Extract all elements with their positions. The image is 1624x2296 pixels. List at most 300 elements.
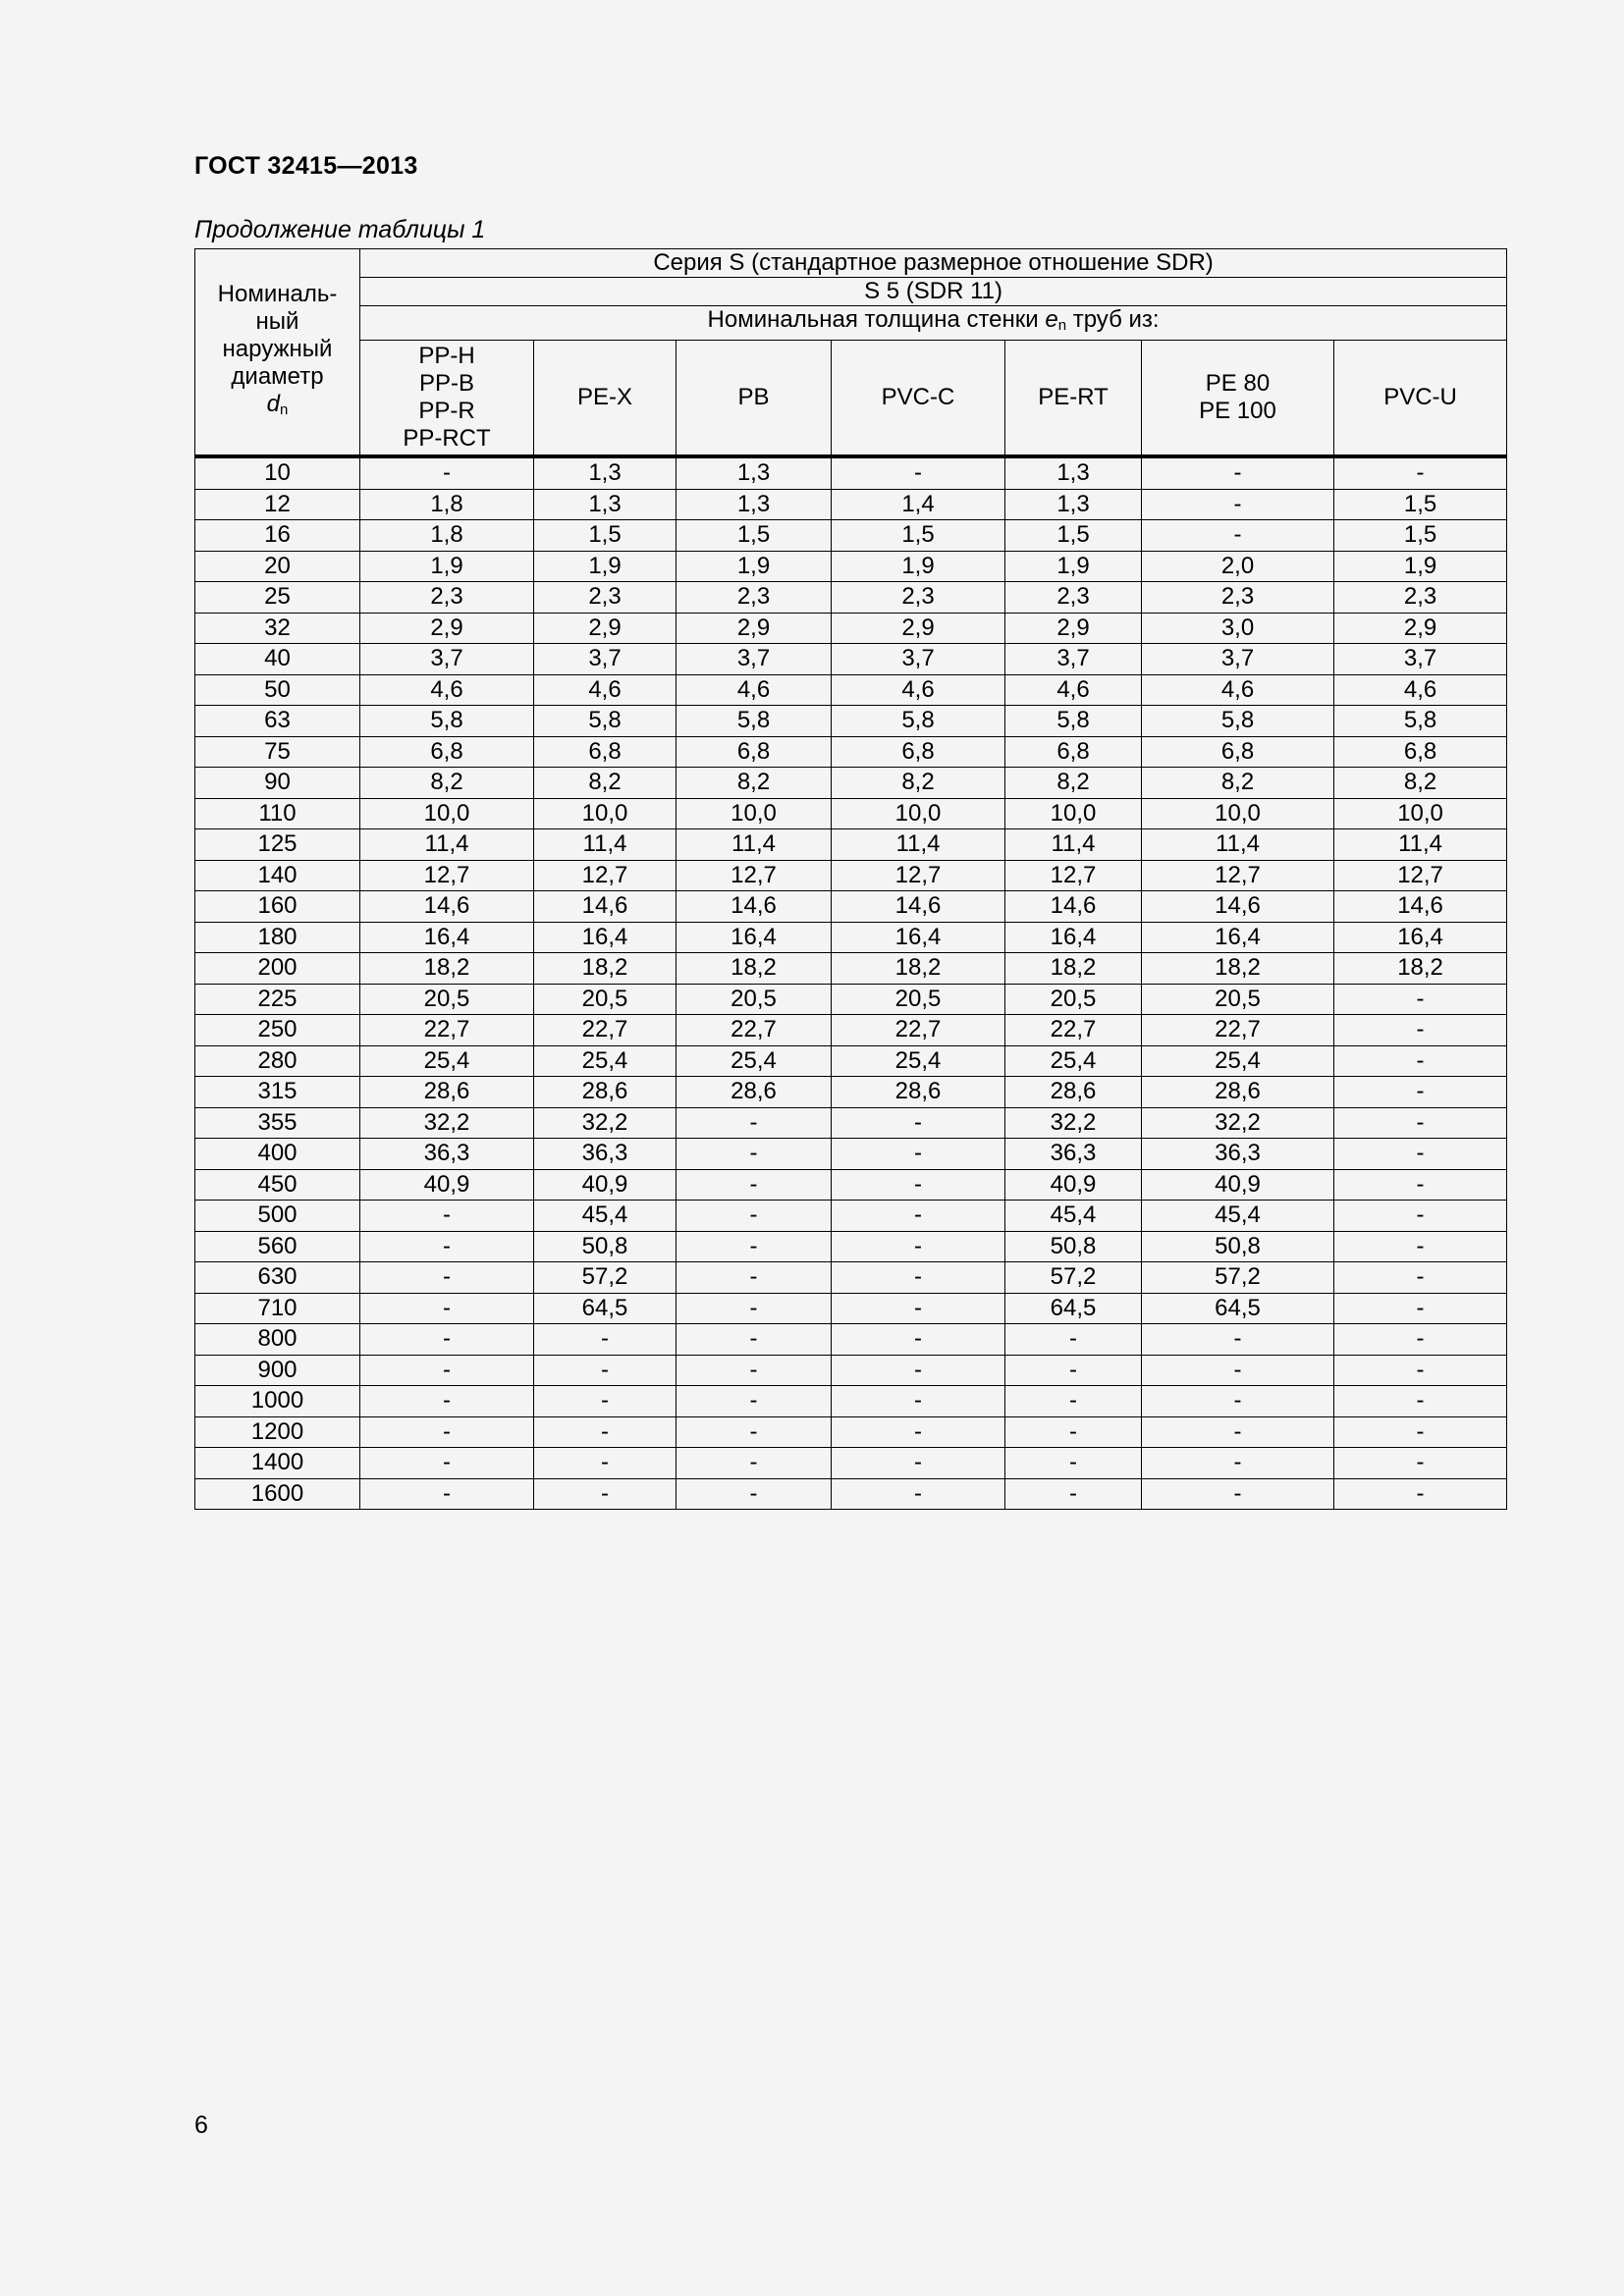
thickness-cell: 1,3	[677, 456, 832, 489]
thickness-cell: -	[1005, 1324, 1142, 1356]
thickness-cell: 22,7	[677, 1015, 832, 1046]
thickness-cell: 20,5	[1142, 984, 1334, 1015]
thickness-cell: 1,3	[1005, 456, 1142, 489]
thickness-cell: 11,4	[1005, 829, 1142, 861]
thickness-cell: 14,6	[832, 891, 1005, 923]
material-label: PE 100	[1199, 398, 1276, 424]
thickness-cell: 28,6	[534, 1077, 677, 1108]
material-label: PP-R	[418, 398, 475, 424]
thickness-cell: 18,2	[360, 953, 534, 985]
thickness-cell: 4,6	[677, 674, 832, 706]
diameter-header	[195, 249, 360, 457]
table-row	[195, 674, 1507, 706]
thickness-cell: 6,8	[1142, 736, 1334, 768]
thickness-cell: 45,4	[1005, 1201, 1142, 1232]
thickness-cell: 1,3	[534, 456, 677, 489]
thickness-cell: 1,9	[832, 551, 1005, 582]
thickness-cell: 1,5	[677, 520, 832, 552]
thickness-cell: -	[534, 1416, 677, 1448]
thickness-cell: -	[1334, 1262, 1507, 1294]
table-row	[195, 922, 1507, 953]
thickness-cell: 6,8	[1334, 736, 1507, 768]
material-label: PE-RT	[1038, 384, 1109, 410]
thickness-cell: -	[832, 1416, 1005, 1448]
thickness-cell: 8,2	[677, 768, 832, 799]
thickness-cell: -	[1334, 456, 1507, 489]
thickness-cell: 16,4	[534, 922, 677, 953]
thickness-cell: 2,3	[1005, 582, 1142, 614]
thickness-cell: 12,7	[534, 860, 677, 891]
thickness-cell: -	[1334, 1324, 1507, 1356]
thickness-cell: -	[1334, 1293, 1507, 1324]
thickness-cell: 20,5	[534, 984, 677, 1015]
thickness-cell: -	[1142, 1324, 1334, 1356]
thickness-cell: 1,5	[1005, 520, 1142, 552]
thickness-cell: 18,2	[1005, 953, 1142, 985]
thickness-cell: -	[677, 1231, 832, 1262]
thickness-cell: 2,3	[534, 582, 677, 614]
thickness-cell: 1,3	[1005, 489, 1142, 520]
diameter-cell: 1600	[195, 1478, 360, 1510]
material-label: PB	[737, 384, 770, 410]
thickness-cell: 2,3	[1142, 582, 1334, 614]
table-row	[195, 798, 1507, 829]
thickness-cell: -	[677, 1201, 832, 1232]
thickness-cell: 14,6	[534, 891, 677, 923]
thickness-cell: -	[677, 1324, 832, 1356]
material-label: PP-H	[418, 343, 475, 369]
thickness-cell: 2,9	[1334, 613, 1507, 644]
thickness-cell: 14,6	[1142, 891, 1334, 923]
thickness-cell: -	[677, 1169, 832, 1201]
diameter-cell: 90	[195, 768, 360, 799]
thickness-cell: -	[1005, 1416, 1142, 1448]
table-row	[195, 582, 1507, 614]
thickness-cell: 12,7	[832, 860, 1005, 891]
table-row	[195, 489, 1507, 520]
thickness-cell: -	[1142, 1355, 1334, 1386]
diameter-cell: 560	[195, 1231, 360, 1262]
thickness-cell: 1,9	[534, 551, 677, 582]
diameter-cell: 355	[195, 1107, 360, 1139]
thickness-cell: -	[534, 1355, 677, 1386]
table-row	[195, 1355, 1507, 1386]
thickness-cell: 18,2	[1334, 953, 1507, 985]
thickness-cell: 32,2	[534, 1107, 677, 1139]
thickness-cell: 10,0	[1005, 798, 1142, 829]
thickness-cell: -	[1334, 1201, 1507, 1232]
thickness-cell: 3,7	[1142, 644, 1334, 675]
table-row	[195, 520, 1507, 552]
thickness-cell: 14,6	[1334, 891, 1507, 923]
table-row	[195, 1139, 1507, 1170]
diameter-cell: 280	[195, 1045, 360, 1077]
thickness-cell: 6,8	[677, 736, 832, 768]
diameter-cell: 40	[195, 644, 360, 675]
thickness-cell: 2,3	[360, 582, 534, 614]
material-label: PP-B	[418, 370, 474, 397]
table-row	[195, 1015, 1507, 1046]
thickness-cell: 1,9	[1005, 551, 1142, 582]
thickness-cell: 28,6	[360, 1077, 534, 1108]
thickness-cell: -	[677, 1107, 832, 1139]
thickness-cell: 8,2	[1334, 768, 1507, 799]
table-row	[195, 1324, 1507, 1356]
thickness-cell: -	[1334, 1386, 1507, 1417]
thickness-cell: 40,9	[1142, 1169, 1334, 1201]
thickness-cell: -	[1334, 1015, 1507, 1046]
material-label: PVC-U	[1383, 384, 1457, 410]
thickness-cell: 16,4	[1334, 922, 1507, 953]
material-header	[534, 341, 677, 457]
thickness-cell: 3,0	[1142, 613, 1334, 644]
thickness-cell: -	[1142, 456, 1334, 489]
diameter-cell: 800	[195, 1324, 360, 1356]
thickness-cell: 4,6	[1005, 674, 1142, 706]
thickness-cell: -	[677, 1355, 832, 1386]
thickness-cell: -	[1334, 1169, 1507, 1201]
thickness-cell: -	[1142, 1416, 1334, 1448]
thickness-cell: -	[360, 1355, 534, 1386]
series-header: Серия S (стандартное размерное отношение SDR)	[360, 249, 1507, 278]
thickness-cell: 3,7	[1005, 644, 1142, 675]
table-row	[195, 1262, 1507, 1294]
diameter-cell: 63	[195, 706, 360, 737]
diameter-cell: 200	[195, 953, 360, 985]
diameter-header-line3: наружный	[222, 335, 333, 362]
thickness-cell: -	[832, 1231, 1005, 1262]
thickness-cell: 2,9	[1005, 613, 1142, 644]
thickness-cell: 50,8	[1005, 1231, 1142, 1262]
thickness-cell: -	[1142, 1386, 1334, 1417]
thickness-cell: -	[1334, 1045, 1507, 1077]
thickness-cell: 25,4	[1142, 1045, 1334, 1077]
thickness-cell: -	[1334, 1231, 1507, 1262]
table-row	[195, 1231, 1507, 1262]
thickness-cell: 10,0	[1334, 798, 1507, 829]
diameter-cell: 500	[195, 1201, 360, 1232]
thickness-cell: 16,4	[360, 922, 534, 953]
thickness-cell: 1,3	[677, 489, 832, 520]
thickness-cell: 20,5	[677, 984, 832, 1015]
thickness-cell: 2,9	[832, 613, 1005, 644]
material-header	[1142, 341, 1334, 457]
diameter-header-line1: Номиналь-	[217, 280, 338, 307]
thickness-cell: 5,8	[677, 706, 832, 737]
thickness-cell: 12,7	[677, 860, 832, 891]
thickness-cell: 5,8	[832, 706, 1005, 737]
thickness-cell: -	[832, 1139, 1005, 1170]
thickness-cell: -	[1334, 984, 1507, 1015]
thickness-cell: -	[1005, 1448, 1142, 1479]
material-header	[360, 341, 534, 457]
diameter-cell: 315	[195, 1077, 360, 1108]
table-row	[195, 1386, 1507, 1417]
thickness-cell: 1,4	[832, 489, 1005, 520]
table-row	[195, 1077, 1507, 1108]
thickness-cell: 28,6	[1005, 1077, 1142, 1108]
thickness-cell: 25,4	[1005, 1045, 1142, 1077]
thickness-cell: 12,7	[360, 860, 534, 891]
thickness-cell: 36,3	[534, 1139, 677, 1170]
diameter-cell: 125	[195, 829, 360, 861]
table-body	[195, 456, 1507, 1510]
diameter-cell: 1000	[195, 1386, 360, 1417]
thickness-cell: 14,6	[677, 891, 832, 923]
diameter-symbol: d	[266, 390, 280, 417]
thickness-cell: -	[677, 1262, 832, 1294]
thickness-header-text: Номинальная толщина стенки	[707, 306, 1046, 333]
thickness-cell: 28,6	[1142, 1077, 1334, 1108]
thickness-cell: 22,7	[1005, 1015, 1142, 1046]
thickness-cell: 20,5	[832, 984, 1005, 1015]
thickness-cell: 16,4	[1142, 922, 1334, 953]
thickness-cell: 40,9	[360, 1169, 534, 1201]
thickness-cell: 14,6	[360, 891, 534, 923]
thickness-cell: -	[832, 1448, 1005, 1479]
diameter-cell: 400	[195, 1139, 360, 1170]
material-header-row	[195, 341, 1507, 457]
thickness-cell: -	[1334, 1416, 1507, 1448]
thickness-cell: 8,2	[360, 768, 534, 799]
thickness-cell: 36,3	[1005, 1139, 1142, 1170]
diameter-cell: 180	[195, 922, 360, 953]
thickness-cell: 1,5	[1334, 520, 1507, 552]
thickness-cell: -	[534, 1448, 677, 1479]
thickness-cell: 25,4	[534, 1045, 677, 1077]
table-row	[195, 551, 1507, 582]
diameter-cell: 630	[195, 1262, 360, 1294]
table-row	[195, 456, 1507, 489]
diameter-cell: 12	[195, 489, 360, 520]
diameter-cell: 1200	[195, 1416, 360, 1448]
thickness-cell: 2,0	[1142, 551, 1334, 582]
thickness-cell: 64,5	[534, 1293, 677, 1324]
thickness-subscript: n	[1057, 317, 1067, 334]
thickness-cell: 11,4	[832, 829, 1005, 861]
material-header	[677, 341, 832, 457]
diameter-cell: 32	[195, 613, 360, 644]
diameter-header-line2: ный	[255, 307, 299, 335]
material-label: PVC-C	[881, 384, 955, 410]
thickness-cell: -	[1334, 1448, 1507, 1479]
thickness-cell: 4,6	[360, 674, 534, 706]
diameter-header-line4: диаметр	[231, 362, 324, 390]
thickness-cell: 20,5	[1005, 984, 1142, 1015]
thickness-symbol: e	[1045, 306, 1058, 333]
table-row	[195, 891, 1507, 923]
thickness-cell: 18,2	[1142, 953, 1334, 985]
thickness-cell: 2,3	[1334, 582, 1507, 614]
table-row	[195, 1201, 1507, 1232]
diameter-cell: 16	[195, 520, 360, 552]
thickness-cell: -	[360, 1478, 534, 1510]
thickness-cell: 4,6	[832, 674, 1005, 706]
thickness-cell: 2,3	[677, 582, 832, 614]
thickness-cell: 10,0	[1142, 798, 1334, 829]
table-row	[195, 1169, 1507, 1201]
thickness-cell: -	[832, 456, 1005, 489]
diameter-cell: 20	[195, 551, 360, 582]
thickness-cell: 8,2	[1005, 768, 1142, 799]
thickness-cell: 3,7	[1334, 644, 1507, 675]
thickness-cell: 32,2	[1005, 1107, 1142, 1139]
thickness-cell: 11,4	[1334, 829, 1507, 861]
thickness-cell: 28,6	[832, 1077, 1005, 1108]
thickness-cell: 16,4	[1005, 922, 1142, 953]
diameter-cell: 140	[195, 860, 360, 891]
thickness-cell: 11,4	[1142, 829, 1334, 861]
material-header	[832, 341, 1005, 457]
thickness-cell: 18,2	[832, 953, 1005, 985]
thickness-cell: 18,2	[677, 953, 832, 985]
table-row	[195, 1107, 1507, 1139]
thickness-cell: 50,8	[534, 1231, 677, 1262]
thickness-cell: 45,4	[1142, 1201, 1334, 1232]
material-label: PE-X	[576, 384, 632, 410]
thickness-cell: 3,7	[360, 644, 534, 675]
thickness-cell: 45,4	[534, 1201, 677, 1232]
diameter-cell: 250	[195, 1015, 360, 1046]
thickness-cell: 1,9	[677, 551, 832, 582]
thickness-cell: 8,2	[1142, 768, 1334, 799]
thickness-cell: 1,5	[534, 520, 677, 552]
thickness-cell: -	[1334, 1077, 1507, 1108]
diameter-cell: 110	[195, 798, 360, 829]
thickness-cell: 32,2	[360, 1107, 534, 1139]
thickness-cell: 2,9	[360, 613, 534, 644]
thickness-cell: 16,4	[677, 922, 832, 953]
diameter-cell: 900	[195, 1355, 360, 1386]
thickness-cell: 57,2	[534, 1262, 677, 1294]
thickness-cell: -	[1142, 489, 1334, 520]
thickness-cell: -	[1005, 1386, 1142, 1417]
thickness-cell: 40,9	[1005, 1169, 1142, 1201]
thickness-cell: 8,2	[832, 768, 1005, 799]
thickness-cell: -	[832, 1201, 1005, 1232]
thickness-cell: 32,2	[1142, 1107, 1334, 1139]
document-code: ГОСТ 32415—2013	[194, 152, 418, 180]
thickness-cell: -	[677, 1416, 832, 1448]
thickness-cell: 36,3	[1142, 1139, 1334, 1170]
thickness-cell: -	[1334, 1478, 1507, 1510]
thickness-cell: -	[360, 1448, 534, 1479]
diameter-cell: 225	[195, 984, 360, 1015]
table-row	[195, 644, 1507, 675]
page-number: 6	[194, 2111, 208, 2139]
thickness-cell: -	[1334, 1107, 1507, 1139]
table-caption: Продолжение таблицы 1	[194, 216, 486, 243]
table-row	[195, 1045, 1507, 1077]
diameter-cell: 75	[195, 736, 360, 768]
thickness-cell: 1,8	[360, 520, 534, 552]
diameter-cell: 710	[195, 1293, 360, 1324]
thickness-cell: 1,3	[534, 489, 677, 520]
s-header: S 5 (SDR 11)	[360, 278, 1507, 306]
thickness-cell: -	[677, 1386, 832, 1417]
thickness-cell: 6,8	[832, 736, 1005, 768]
table-row	[195, 953, 1507, 985]
diameter-subscript: n	[280, 400, 289, 418]
thickness-cell: 64,5	[1142, 1293, 1334, 1324]
thickness-cell: -	[534, 1386, 677, 1417]
thickness-cell: -	[360, 1262, 534, 1294]
thickness-cell: -	[534, 1478, 677, 1510]
thickness-cell: 3,7	[677, 644, 832, 675]
thickness-cell: -	[677, 1293, 832, 1324]
thickness-cell: 5,8	[1005, 706, 1142, 737]
thickness-cell: 6,8	[360, 736, 534, 768]
thickness-cell: 11,4	[360, 829, 534, 861]
table-row	[195, 736, 1507, 768]
thickness-cell: -	[360, 1416, 534, 1448]
thickness-cell: 2,9	[677, 613, 832, 644]
table-row	[195, 1478, 1507, 1510]
thickness-cell: -	[832, 1478, 1005, 1510]
thickness-cell: 16,4	[832, 922, 1005, 953]
thickness-cell: 1,9	[360, 551, 534, 582]
table-row	[195, 613, 1507, 644]
thickness-cell: 12,7	[1142, 860, 1334, 891]
thickness-cell: 22,7	[360, 1015, 534, 1046]
thickness-cell: -	[832, 1107, 1005, 1139]
thickness-cell: 2,9	[534, 613, 677, 644]
thickness-cell: -	[1334, 1355, 1507, 1386]
thickness-cell: 22,7	[534, 1015, 677, 1046]
wall-thickness-table	[194, 248, 1507, 1510]
diameter-cell: 10	[195, 456, 360, 489]
thickness-cell: 11,4	[677, 829, 832, 861]
diameter-cell: 450	[195, 1169, 360, 1201]
thickness-cell: 4,6	[1142, 674, 1334, 706]
thickness-cell: 10,0	[534, 798, 677, 829]
thickness-cell: 5,8	[360, 706, 534, 737]
table-row	[195, 860, 1507, 891]
table-row	[195, 706, 1507, 737]
thickness-cell: 11,4	[534, 829, 677, 861]
thickness-cell: 6,8	[534, 736, 677, 768]
thickness-cell: 25,4	[360, 1045, 534, 1077]
thickness-cell: 1,5	[832, 520, 1005, 552]
table-row	[195, 768, 1507, 799]
material-label: PE 80	[1205, 370, 1271, 397]
thickness-cell: 6,8	[1005, 736, 1142, 768]
thickness-cell: -	[677, 1448, 832, 1479]
thickness-cell: -	[1005, 1355, 1142, 1386]
thickness-header-suffix: труб из:	[1066, 306, 1160, 333]
thickness-cell: 57,2	[1005, 1262, 1142, 1294]
thickness-cell: -	[360, 1293, 534, 1324]
thickness-cell: 10,0	[360, 798, 534, 829]
thickness-cell: 22,7	[832, 1015, 1005, 1046]
thickness-cell: -	[360, 1201, 534, 1232]
thickness-cell: 10,0	[832, 798, 1005, 829]
thickness-cell: -	[832, 1386, 1005, 1417]
thickness-cell: -	[360, 1231, 534, 1262]
table-row	[195, 984, 1507, 1015]
thickness-cell: 36,3	[360, 1139, 534, 1170]
thickness-cell: 1,5	[1334, 489, 1507, 520]
thickness-cell: -	[832, 1355, 1005, 1386]
thickness-cell: 57,2	[1142, 1262, 1334, 1294]
thickness-cell: -	[832, 1324, 1005, 1356]
material-header	[1005, 341, 1142, 457]
diameter-cell: 50	[195, 674, 360, 706]
material-label: PP-RCT	[403, 425, 491, 452]
thickness-cell: -	[677, 1478, 832, 1510]
thickness-header	[360, 306, 1507, 341]
diameter-cell: 160	[195, 891, 360, 923]
